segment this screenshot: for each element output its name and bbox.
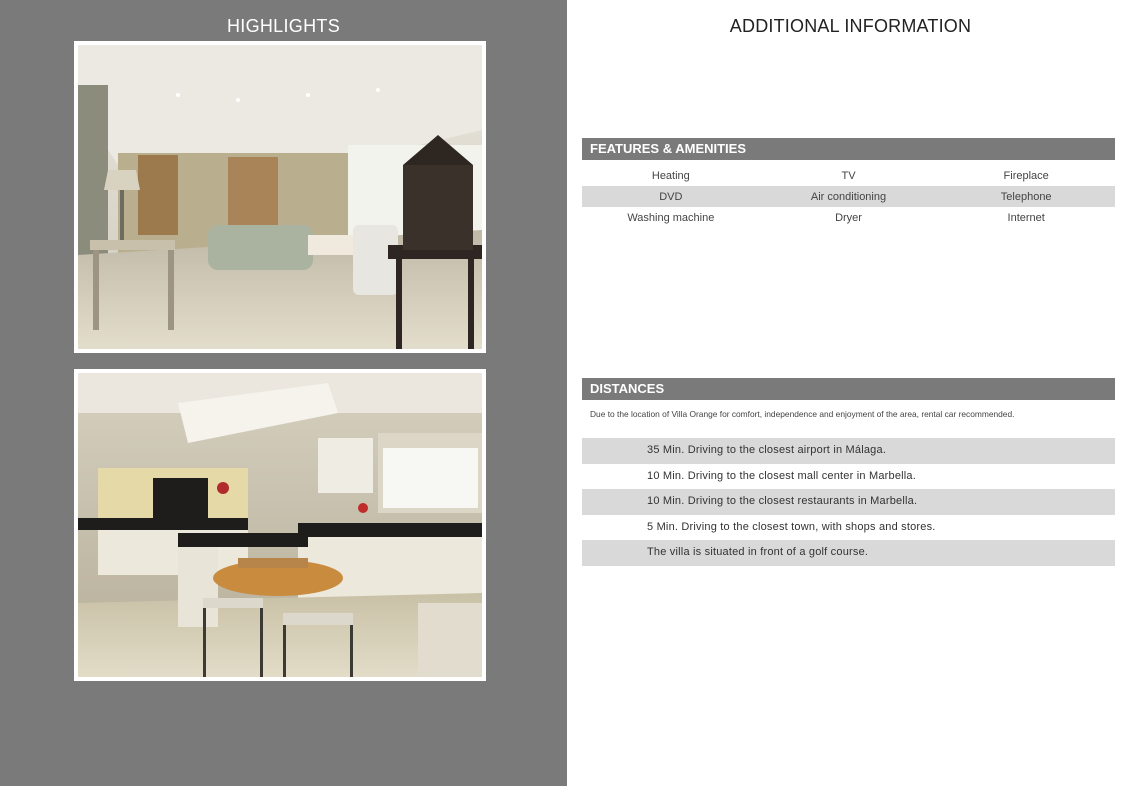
additional-information-title: ADDITIONAL INFORMATION [729, 16, 972, 36]
amenity-item: DVD [659, 190, 683, 203]
amenity-item: TV [841, 169, 856, 182]
living-room-photo [74, 41, 486, 353]
distance-item: 5 Min. Driving to the closest town, with shops and stores. [647, 520, 936, 533]
amenity-item: Air conditioning [810, 190, 887, 203]
amenity-item: Dryer [835, 211, 862, 224]
distances-note: Due to the location of Villa Orange for comfort, independence and enjoyment of the area, rental car recommended. [590, 409, 1015, 419]
distances-header: DISTANCES [582, 378, 1115, 400]
amenities-row [582, 186, 1115, 207]
amenities-row [582, 165, 1115, 186]
distances-list [582, 438, 1115, 566]
amenity-item: Telephone [1000, 190, 1052, 203]
amenity-item: Heating [651, 169, 690, 182]
amenity-item: Internet [1007, 211, 1045, 224]
amenity-item: Washing machine [627, 211, 715, 224]
kitchen-photo [74, 369, 486, 681]
distance-item: 10 Min. Driving to the closest restaurants in Marbella. [582, 489, 1115, 515]
distance-item: 10 Min. Driving to the closest mall center in Marbella. [647, 469, 916, 482]
amenities-row [582, 207, 1115, 228]
amenity-item: Fireplace [1003, 169, 1049, 182]
highlights-title: HIGHLIGHTS [226, 16, 340, 36]
amenities-table [582, 165, 1115, 228]
distance-item: The villa is situated in front of a golf course. [582, 540, 1115, 566]
features-amenities-header: FEATURES & AMENITIES [582, 138, 1115, 160]
distance-item: 35 Min. Driving to the closest airport in Málaga. [582, 438, 1115, 464]
